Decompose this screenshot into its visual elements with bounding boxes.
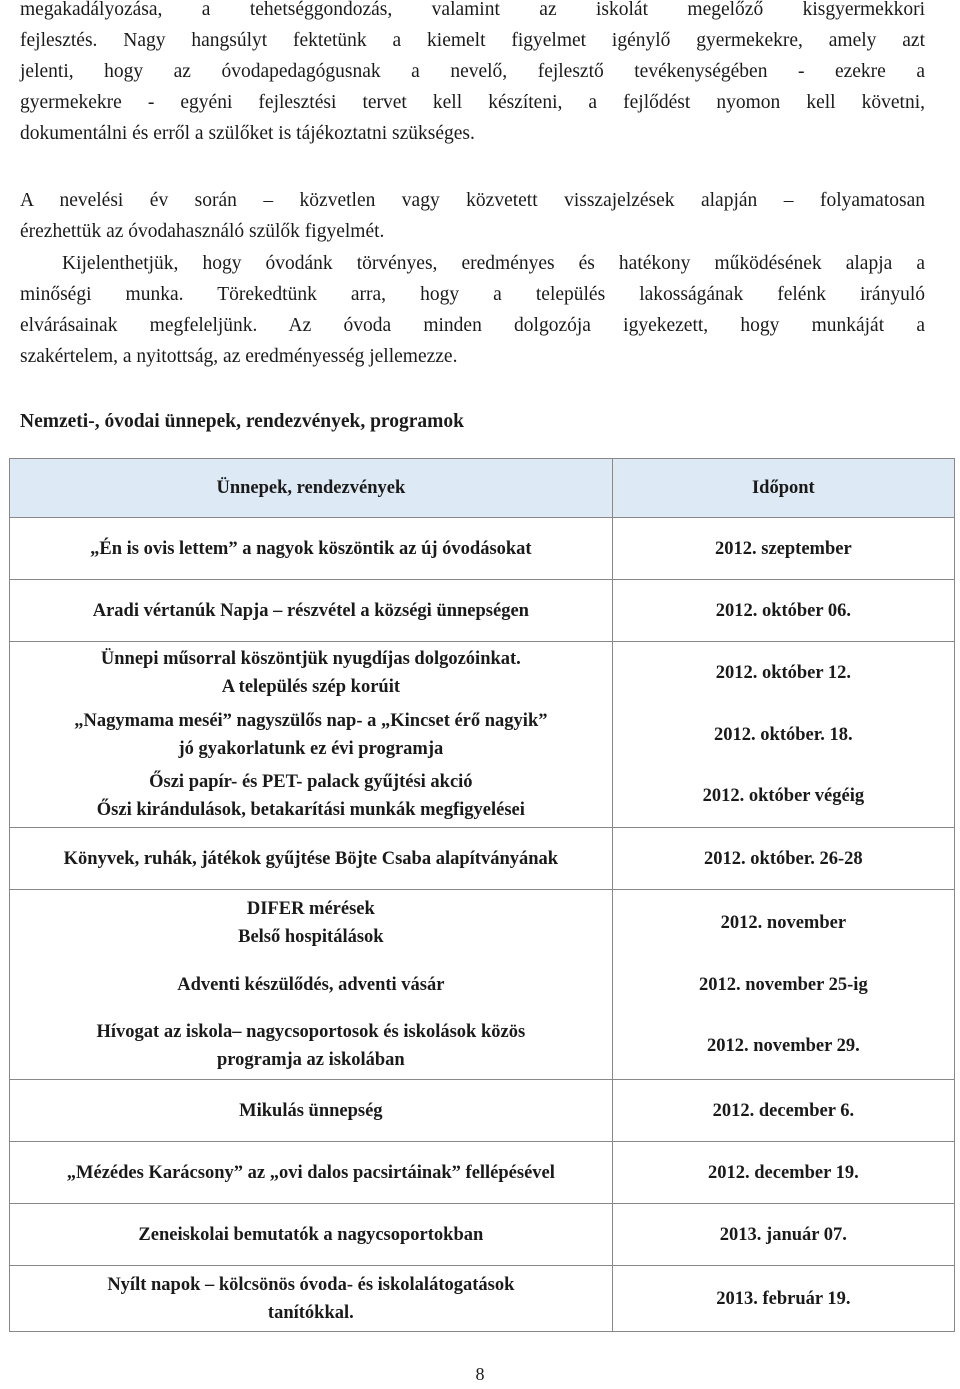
- header-events: Ünnepek, rendezvények: [10, 459, 613, 518]
- paragraph-line: jelenti, hogy az óvodapedagógusnak a nevelő, fejlesztő tevékenységében - ezekre a: [20, 61, 925, 82]
- date-cell: 2012. október 12.: [612, 642, 954, 704]
- paragraph-line: A nevelési év során – közvetlen vagy közvetett visszajelzések alapján – folyamatosan: [20, 190, 925, 211]
- table-header-row: [10, 459, 955, 518]
- event-line: Könyvek, ruhák, játékok gyűjtése Böjte Csaba alapítványának: [63, 848, 559, 869]
- event-line: Aradi vértanúk Napja – részvétel a községi ünnepségen: [92, 600, 529, 621]
- paragraph-feedback: [20, 185, 925, 247]
- paragraph-line: gyermekekre - egyéni fejlesztési tervet kell készíteni, a fejlődést nyomon kell követni,: [20, 92, 925, 113]
- event-line: Hívogat az iskola– nagycsoportosok és iskolások közös: [96, 1022, 526, 1043]
- event-line: programja az iskolában: [216, 1050, 405, 1071]
- date-cell: 2012. december 6.: [612, 1080, 954, 1142]
- paragraph-line: érezhettük az óvodahasználó szülők figyelmét.: [20, 221, 385, 242]
- date-cell: 2013. január 07.: [612, 1204, 954, 1266]
- table-row: [10, 704, 955, 766]
- table-row: [10, 766, 955, 828]
- table-row: [10, 580, 955, 642]
- page-number: 8: [475, 1364, 485, 1384]
- event-line: tanítókkal.: [267, 1302, 354, 1323]
- paragraph-line: elvárásainak megfeleljünk. Az óvoda minden dolgozója igyekezett, hogy munkáját a: [20, 315, 925, 336]
- event-line: Nyílt napok – kölcsönös óvoda- és iskolalátogatások: [107, 1274, 515, 1295]
- event-line: jó gyakorlatunk ez évi programja: [178, 738, 444, 759]
- paragraph-line: Kijelenthetjük, hogy óvodánk törvényes, eredményes és hatékony működésének alapja a: [62, 253, 925, 274]
- event-line: Adventi készülődés, adventi vásár: [177, 974, 445, 995]
- event-cell: [10, 890, 613, 956]
- event-cell: [10, 828, 613, 890]
- table-row: [10, 1204, 955, 1266]
- event-line: Őszi papír- és PET- palack gyűjtési akció: [149, 772, 473, 793]
- event-cell: [10, 1080, 613, 1142]
- date-cell: 2013. február 19.: [612, 1266, 954, 1332]
- event-line: Ünnepi műsorral köszöntjük nyugdíjas dolgozóinkat.: [100, 648, 521, 669]
- event-line: Belső hospitálások: [238, 926, 384, 947]
- event-line: „Én is ovis lettem” a nagyok köszöntik az új óvodásokat: [90, 538, 532, 559]
- table-row: [10, 890, 955, 956]
- event-line: A település szép korúit: [221, 676, 401, 697]
- date-cell: 2012. szeptember: [612, 518, 954, 580]
- table-row: [10, 1080, 955, 1142]
- table-row: [10, 1014, 955, 1080]
- table-row: [10, 518, 955, 580]
- events-table: [9, 458, 955, 1332]
- date-cell: 2012. október. 26-28: [612, 828, 954, 890]
- paragraph-line: fejlesztés. Nagy hangsúlyt fektetünk a kiemelt figyelmet igénylő gyermekekre, amely azt: [20, 30, 925, 51]
- paragraph-line: dokumentálni és erről a szülőket is tájékoztatni szükséges.: [20, 123, 475, 144]
- paragraph-intro: [20, 0, 925, 149]
- event-cell: [10, 766, 613, 828]
- event-cell: [10, 1204, 613, 1266]
- event-line: Őszi kirándulások, betakarítási munkák megfigyelései: [96, 800, 525, 821]
- date-cell: 2012. október. 18.: [612, 704, 954, 766]
- paragraph-line: szakértelem, a nyitottság, az eredményesség jellemezze.: [20, 346, 458, 367]
- table-row: [10, 1266, 955, 1332]
- event-line: Mikulás ünnepség: [239, 1100, 383, 1121]
- event-cell: [10, 580, 613, 642]
- table-row: [10, 1142, 955, 1204]
- event-cell: [10, 1014, 613, 1080]
- event-cell: [10, 704, 613, 766]
- table-row: [10, 828, 955, 890]
- header-date: Időpont: [612, 459, 954, 518]
- date-cell: 2012. november 29.: [612, 1014, 954, 1080]
- event-line: DIFER mérések: [246, 898, 375, 919]
- paragraph-quality: [20, 248, 925, 372]
- date-cell: 2012. október 06.: [612, 580, 954, 642]
- event-cell: [10, 642, 613, 704]
- date-cell: 2012. november: [612, 890, 954, 956]
- date-cell: 2012. november 25-ig: [612, 956, 954, 1014]
- table-row: [10, 642, 955, 704]
- event-line: Zeneiskolai bemutatók a nagycsoportokban: [138, 1224, 484, 1245]
- paragraph-line: minőségi munka. Törekedtünk arra, hogy a település lakosságának felénk irányuló: [20, 284, 925, 305]
- event-cell: [10, 518, 613, 580]
- event-line: „Mézédes Karácsony” az „ovi dalos pacsirtáinak” fellépésével: [66, 1162, 555, 1183]
- date-cell: 2012. október végéig: [612, 766, 954, 828]
- event-line: „Nagymama meséi” nagyszülős nap- a „Kincset érő nagyik”: [74, 710, 548, 731]
- section-heading: Nemzeti-, óvodai ünnepek, rendezvények, programok: [20, 411, 464, 432]
- paragraph-line: megakadályozása, a tehetséggondozás, valamint az iskolát megelőző kisgyermekkori: [20, 0, 925, 20]
- event-cell: [10, 956, 613, 1014]
- date-cell: 2012. december 19.: [612, 1142, 954, 1204]
- event-cell: [10, 1266, 613, 1332]
- event-cell: [10, 1142, 613, 1204]
- table-row: [10, 956, 955, 1014]
